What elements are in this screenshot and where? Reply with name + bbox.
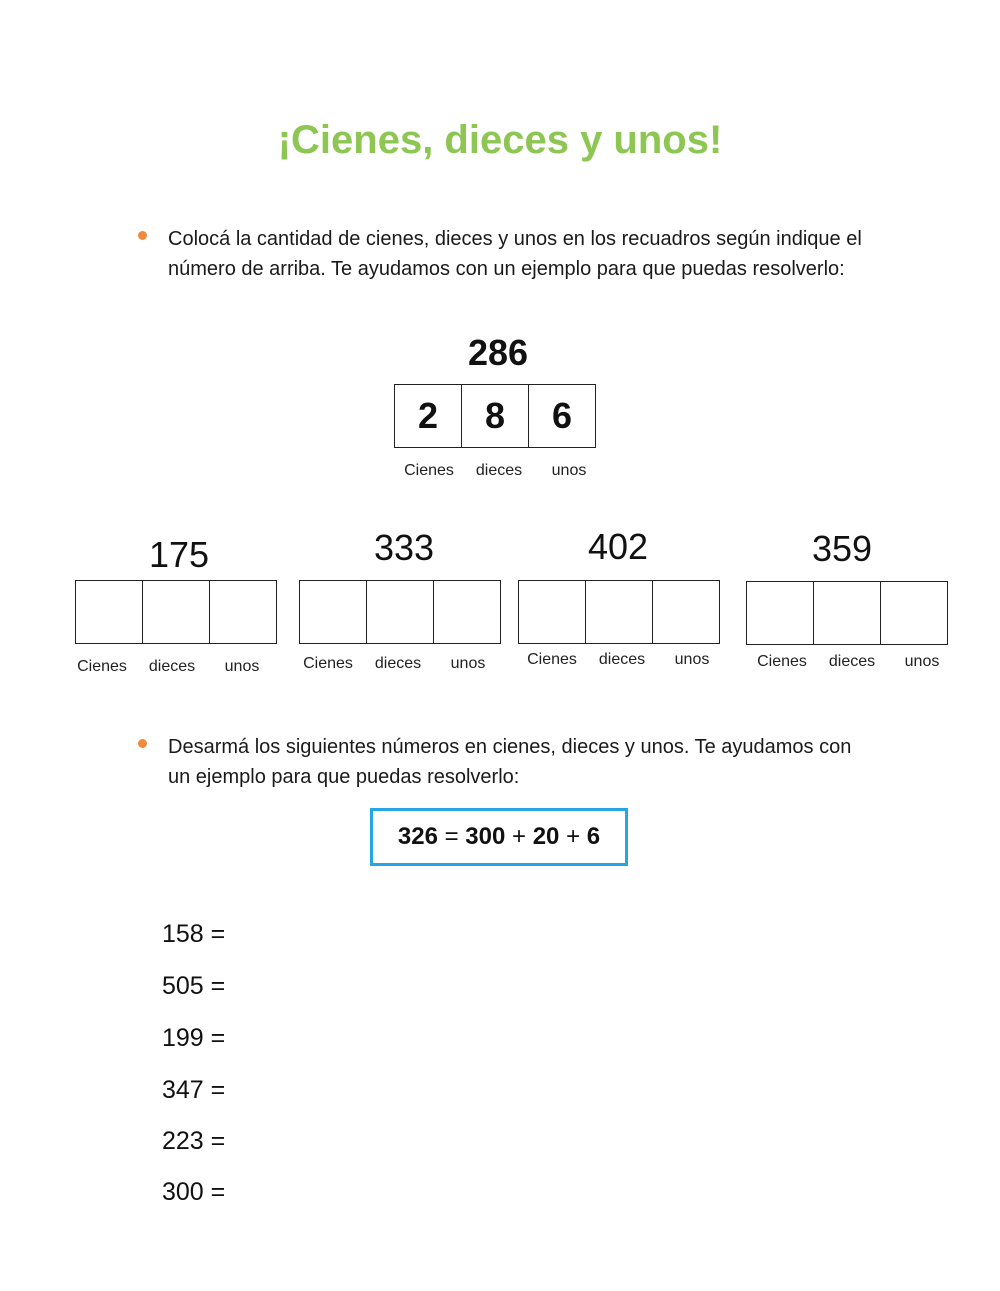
exercise-boxes bbox=[746, 581, 948, 645]
equals-sign: = bbox=[444, 823, 459, 850]
decomposition-exercise[interactable]: 300 = bbox=[162, 1178, 226, 1206]
tens-input-box[interactable] bbox=[366, 580, 434, 644]
label-dieces: dieces bbox=[598, 651, 646, 668]
ones-input-box[interactable] bbox=[880, 581, 948, 645]
example-hundreds-box: 2 bbox=[394, 384, 462, 448]
label-cienes: Cienes bbox=[303, 655, 353, 672]
decomposition-example bbox=[370, 808, 628, 866]
hundreds-input-box[interactable] bbox=[518, 580, 586, 644]
example-decomp-ones: 6 bbox=[586, 823, 601, 850]
instruction-1 bbox=[138, 224, 878, 314]
decomposition-exercise[interactable]: 347 = bbox=[162, 1076, 226, 1104]
hundreds-input-box[interactable] bbox=[299, 580, 367, 644]
exercise-boxes bbox=[75, 580, 277, 644]
bullet-icon bbox=[138, 231, 147, 240]
label-cienes: Cienes bbox=[757, 653, 807, 670]
decomposition-exercise[interactable]: 505 = bbox=[162, 972, 226, 1000]
exercise-number: 175 bbox=[148, 534, 210, 575]
example-labels bbox=[394, 462, 604, 480]
tens-input-box[interactable] bbox=[585, 580, 653, 644]
plus-sign: + bbox=[512, 823, 527, 850]
label-cienes: Cienes bbox=[404, 462, 454, 479]
label-cienes: Cienes bbox=[77, 658, 127, 675]
exercise-boxes bbox=[518, 580, 720, 644]
decomposition-exercise[interactable]: 223 = bbox=[162, 1127, 226, 1155]
label-dieces: dieces bbox=[374, 655, 422, 672]
label-dieces: dieces bbox=[475, 462, 523, 479]
example-tens-box: 8 bbox=[461, 384, 529, 448]
exercise-labels bbox=[747, 653, 957, 671]
example-decomp-number: 326 bbox=[397, 823, 438, 850]
label-cienes: Cienes bbox=[527, 651, 577, 668]
exercise-number: 359 bbox=[811, 528, 873, 569]
instruction-2 bbox=[138, 732, 878, 794]
ones-input-box[interactable] bbox=[652, 580, 720, 644]
label-dieces: dieces bbox=[148, 658, 196, 675]
exercise-number: 402 bbox=[587, 526, 649, 567]
exercise-labels bbox=[293, 655, 503, 673]
bullet-icon bbox=[138, 739, 147, 748]
label-unos: unos bbox=[551, 462, 587, 479]
hundreds-input-box[interactable] bbox=[746, 581, 814, 645]
decomposition-exercise[interactable]: 199 = bbox=[162, 1024, 226, 1052]
label-dieces: dieces bbox=[828, 653, 876, 670]
label-unos: unos bbox=[224, 658, 260, 675]
decomposition-exercise[interactable]: 158 = bbox=[162, 920, 226, 948]
exercise-boxes bbox=[299, 580, 501, 644]
ones-input-box[interactable] bbox=[433, 580, 501, 644]
example-decomp-hundreds: 300 bbox=[465, 823, 506, 850]
exercise-number: 333 bbox=[373, 527, 435, 568]
exercise-labels bbox=[67, 658, 277, 676]
instruction-2-text: Desarmá los siguientes números en cienes, dieces y unos. Te ayudamos con un ejemplo para que puedas resolverlo: bbox=[168, 736, 852, 788]
instruction-1-text: Colocá la cantidad de cienes, dieces y unos en los recuadros según indique el número de arriba. Te ayudamos con un ejemplo para que puedas resolverlo: bbox=[168, 228, 862, 280]
example-boxes bbox=[394, 384, 596, 448]
ones-input-box[interactable] bbox=[209, 580, 277, 644]
hundreds-input-box[interactable] bbox=[75, 580, 143, 644]
example-decomp-tens: 20 bbox=[532, 823, 560, 850]
label-unos: unos bbox=[674, 651, 710, 668]
tens-input-box[interactable] bbox=[142, 580, 210, 644]
exercise-labels bbox=[517, 651, 727, 669]
page-title: ¡Cienes, dieces y unos! bbox=[277, 118, 723, 162]
example-number: 286 bbox=[467, 332, 529, 373]
label-unos: unos bbox=[450, 655, 486, 672]
example-ones-box: 6 bbox=[528, 384, 596, 448]
tens-input-box[interactable] bbox=[813, 581, 881, 645]
plus-sign: + bbox=[566, 823, 581, 850]
label-unos: unos bbox=[904, 653, 940, 670]
